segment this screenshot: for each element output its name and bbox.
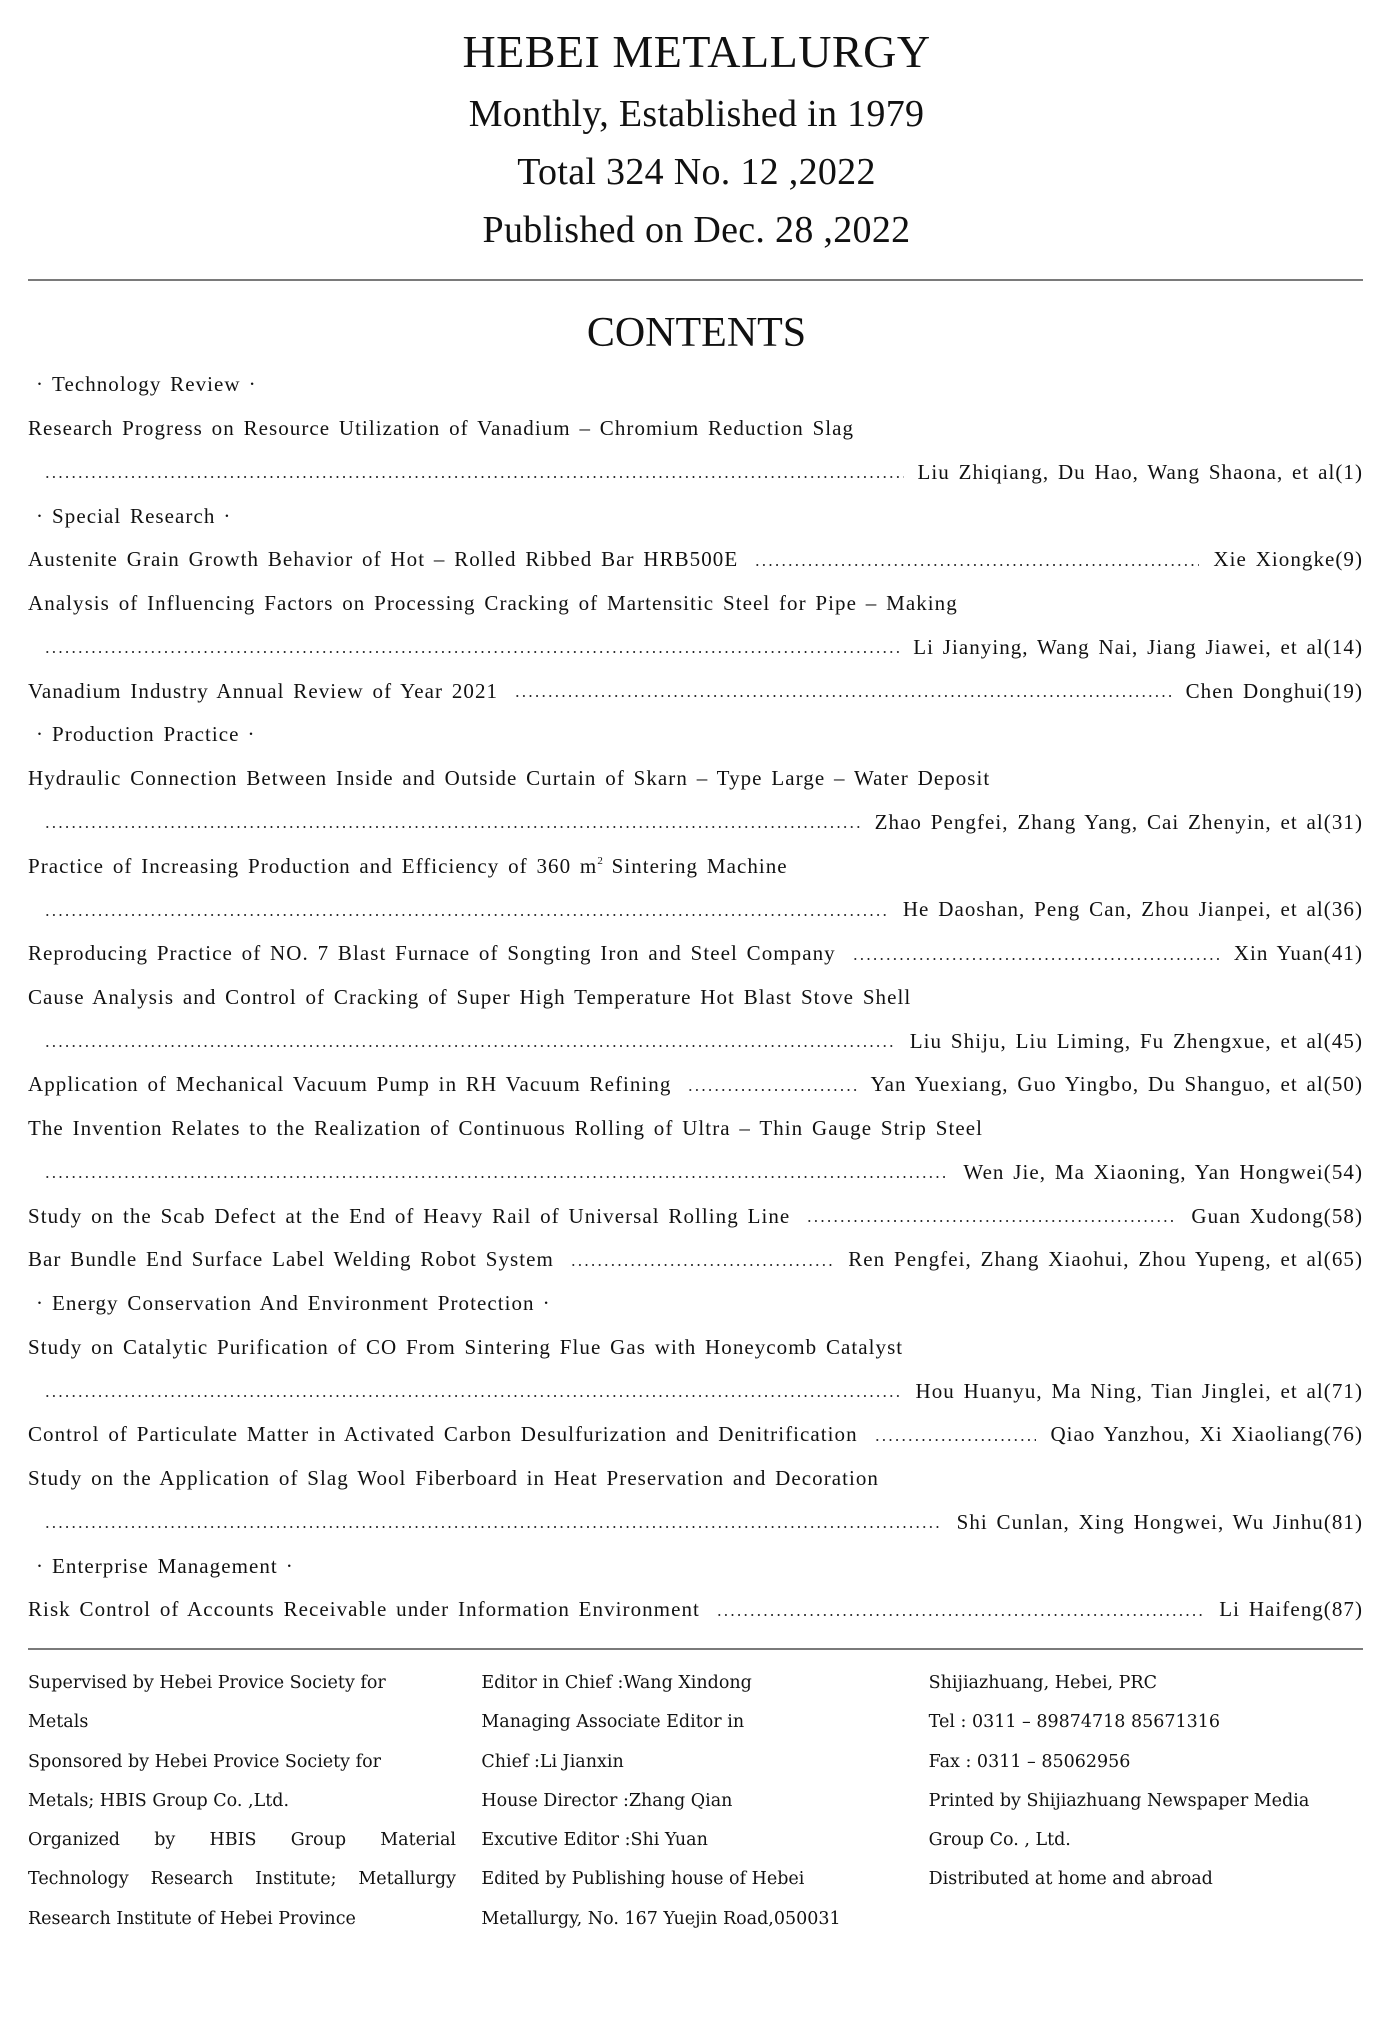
dot-leader [687, 1074, 856, 1096]
article-title[interactable] [28, 1116, 983, 1141]
footer-line: Printed by Shijiazhuang Newspaper Media [928, 1790, 1310, 1811]
footer-line: Tel : 0311 – 89874718 85671316 [928, 1712, 1221, 1733]
article-title-text: Analysis of Influencing Factors on Processing Cracking of Martensitic Steel for Pipe – Making [28, 591, 958, 616]
footer-line: Shijiazhuang, Hebei, PRC [928, 1673, 1158, 1693]
author-and-page: Guan Xudong(58) [1191, 1203, 1363, 1228]
article-title[interactable] [28, 591, 958, 616]
author-and-page: Zhao Pengfei, Zhang Yang, Cai Zhenyin, et al(31) [874, 809, 1363, 834]
section-heading [28, 1282, 1363, 1326]
article-title[interactable]: Vanadium Industry Annual Review of Year 2021 [28, 678, 499, 703]
section-heading [28, 363, 1363, 407]
dot-leader [44, 1511, 943, 1533]
header-divider [28, 279, 1363, 281]
toc-entry[interactable] [28, 1194, 1363, 1238]
article-title[interactable]: Bar Bundle End Surface Label Welding Robot System [28, 1247, 554, 1272]
author-and-page: Li Jianying, Wang Nai, Jiang Jiawei, et al(14) [913, 634, 1363, 659]
footer-line: Distributed at home and abroad [928, 1869, 1213, 1890]
journal-title: HEBEI METALLURGY [462, 26, 931, 77]
masthead-footer [28, 1664, 1368, 1939]
author-and-page: Xie Xiongke(9) [1213, 547, 1363, 572]
issue-number: Total 324 No. 12 ,2022 [517, 151, 876, 193]
article-title-text-after: Sintering Machine [602, 853, 788, 878]
toc-entry-title-line[interactable] [28, 1107, 1363, 1151]
footer-column-editors [481, 1664, 928, 1939]
toc-entry-author-line[interactable] [28, 1151, 1363, 1195]
footer-line: Excutive Editor :Shi Yuan [481, 1830, 708, 1851]
toc-entry[interactable] [28, 932, 1363, 976]
article-title[interactable] [28, 854, 788, 879]
footer-line: Edited by Publishing house of Hebei [481, 1869, 805, 1890]
author-and-page: Li Haifeng(87) [1219, 1597, 1363, 1622]
article-title[interactable]: Study on the Scab Defect at the End of Heavy Rail of Universal Rolling Line [28, 1203, 791, 1228]
footer-line: Chief :Li Jianxin [481, 1751, 624, 1772]
footer-line: Supervised by Hebei Provice Society for [28, 1673, 386, 1693]
table-of-contents [28, 363, 1363, 1632]
toc-entry-title-line[interactable] [28, 1326, 1363, 1370]
toc-entry-title-line[interactable] [28, 844, 1363, 888]
article-title-text: Study on Catalytic Purification of CO From Sintering Flue Gas with Honeycomb Catalyst [28, 1334, 904, 1359]
toc-entry-author-line[interactable] [28, 626, 1363, 670]
section-label: Production Practice [52, 722, 240, 747]
bullet-icon: · [247, 722, 256, 747]
author-and-page: Ren Pengfei, Zhang Xiaohui, Zhou Yupeng, et al(65) [848, 1247, 1363, 1272]
dot-leader [716, 1599, 1205, 1621]
dot-leader [852, 943, 1220, 965]
toc-entry[interactable] [28, 1588, 1363, 1632]
author-and-page: Liu Zhiqiang, Du Hao, Wang Shaona, et al(1) [917, 459, 1363, 484]
footer-line: Metals [28, 1712, 89, 1733]
publication-date: Published on Dec. 28 ,2022 [482, 209, 911, 251]
section-label: Special Research [52, 503, 216, 528]
article-title[interactable]: Risk Control of Accounts Receivable under Information Environment [28, 1597, 700, 1622]
author-and-page: Chen Donghui(19) [1185, 678, 1363, 703]
dot-leader [44, 461, 904, 483]
journal-frequency: Monthly, Established in 1979 [468, 93, 925, 135]
article-title[interactable] [28, 1466, 879, 1491]
article-title-text: The Invention Relates to the Realization of Continuous Rolling of Ultra – Thin Gauge Strip Steel [28, 1116, 984, 1141]
dot-leader [754, 549, 1199, 571]
toc-entry-author-line[interactable] [28, 888, 1363, 932]
article-title[interactable]: Control of Particulate Matter in Activated Carbon Desulfurization and Denitrification [28, 1422, 858, 1447]
dot-leader [806, 1205, 1177, 1227]
bullet-icon: · [36, 722, 45, 747]
bullet-icon: · [285, 1553, 294, 1578]
bullet-icon: · [36, 1553, 45, 1578]
article-title[interactable] [28, 1335, 903, 1360]
toc-entry-author-line[interactable] [28, 451, 1363, 495]
footer-line: Managing Associate Editor in [481, 1712, 745, 1733]
footer-column-contact [929, 1664, 1368, 1939]
toc-entry[interactable] [28, 669, 1363, 713]
footer-line: Technology Research Institute; Metallurgy [28, 1869, 456, 1890]
article-title[interactable]: Application of Mechanical Vacuum Pump in RH Vacuum Refining [28, 1072, 672, 1097]
toc-entry[interactable] [28, 1413, 1363, 1457]
dot-leader [44, 811, 861, 833]
toc-entry-author-line[interactable] [28, 1501, 1363, 1545]
article-title-text: Research Progress on Resource Utilization of Vanadium – Chromium Reduction Slag [28, 416, 855, 441]
author-and-page: Qiao Yanzhou, Xi Xiaoliang(76) [1050, 1422, 1363, 1447]
section-heading [28, 494, 1363, 538]
footer-line: Sponsored by Hebei Provice Society for [28, 1751, 382, 1772]
dot-leader [44, 636, 899, 658]
contents-heading: CONTENTS [586, 310, 807, 356]
toc-entry-author-line[interactable] [28, 1019, 1363, 1063]
toc-entry-title-line[interactable] [28, 407, 1363, 451]
footer-line: Metallurgy, No. 167 Yuejin Road,050031 [481, 1908, 841, 1929]
toc-entry[interactable] [28, 538, 1363, 582]
footer-line: Research Institute of Hebei Province [28, 1908, 356, 1929]
toc-entry-author-line[interactable] [28, 801, 1363, 845]
footer-line: House Director :Zhang Qian [481, 1790, 733, 1811]
section-heading [28, 1544, 1363, 1588]
author-and-page: Wen Jie, Ma Xiaoning, Yan Hongwei(54) [963, 1159, 1363, 1184]
author-and-page: Hou Huanyu, Ma Ning, Tian Jinglei, et al(71) [915, 1378, 1363, 1403]
article-title-text: Practice of Increasing Production and Efficiency of 360 m [28, 853, 598, 878]
section-label: Energy Conservation And Environment Protection [52, 1291, 535, 1316]
dot-leader [44, 899, 889, 921]
bullet-icon: · [36, 372, 45, 397]
article-title[interactable] [28, 985, 911, 1010]
footer-line: Group Co. , Ltd. [928, 1830, 1071, 1851]
toc-entry[interactable] [28, 1063, 1363, 1107]
bullet-icon: · [223, 503, 232, 528]
article-title-text: Cause Analysis and Control of Cracking of Super High Temperature Hot Blast Stove Shell [28, 984, 912, 1009]
section-heading [28, 713, 1363, 757]
toc-entry-title-line[interactable] [28, 582, 1363, 626]
article-title-text: Hydraulic Connection Between Inside and Outside Curtain of Skarn – Type Large – Water Deposit [28, 766, 991, 791]
dot-leader [514, 680, 1172, 702]
toc-entry[interactable] [28, 1238, 1363, 1282]
bullet-icon: · [248, 372, 257, 397]
author-and-page: Liu Shiju, Liu Liming, Fu Zhengxue, et al(45) [909, 1028, 1363, 1053]
section-label: Technology Review [52, 372, 241, 397]
article-title[interactable]: Reproducing Practice of NO. 7 Blast Furnace of Songting Iron and Steel Company [28, 941, 836, 966]
footer-divider [28, 1648, 1363, 1650]
footer-line: Editor in Chief :Wang Xindong [481, 1673, 752, 1693]
footer-line: Metals; HBIS Group Co. ,Ltd. [28, 1790, 290, 1811]
footer-line: Organized by HBIS Group Material [28, 1830, 456, 1851]
footer-column-publisher [28, 1664, 457, 1939]
toc-entry-title-line[interactable] [28, 1457, 1363, 1501]
article-title[interactable] [28, 416, 854, 441]
dot-leader [44, 1380, 901, 1402]
article-title-text: Study on the Application of Slag Wool Fiberboard in Heat Preservation and Decoration [28, 1466, 879, 1491]
author-and-page: Yan Yuexiang, Guo Yingbo, Du Shanguo, et al(50) [870, 1072, 1363, 1097]
toc-entry-author-line[interactable] [28, 1369, 1363, 1413]
bullet-icon: · [36, 1291, 45, 1316]
dot-leader [570, 1249, 834, 1271]
author-and-page: Shi Cunlan, Xing Hongwei, Wu Jinhu(81) [956, 1509, 1363, 1534]
dot-leader [44, 1030, 896, 1052]
bullet-icon: · [36, 503, 45, 528]
toc-entry-title-line[interactable] [28, 976, 1363, 1020]
bullet-icon: · [542, 1291, 551, 1316]
section-label: Enterprise Management [52, 1553, 278, 1578]
dot-leader [874, 1424, 1037, 1446]
footer-line: Fax : 0311 – 85062956 [928, 1751, 1131, 1772]
article-title[interactable] [28, 766, 990, 791]
toc-entry-title-line[interactable] [28, 757, 1363, 801]
superscript: 2 [597, 854, 603, 867]
author-and-page: He Daoshan, Peng Can, Zhou Jianpei, et al(36) [902, 897, 1363, 922]
author-and-page: Xin Yuan(41) [1233, 941, 1363, 966]
dot-leader [44, 1161, 949, 1183]
article-title[interactable]: Austenite Grain Growth Behavior of Hot – Rolled Ribbed Bar HRB500E [28, 547, 739, 572]
